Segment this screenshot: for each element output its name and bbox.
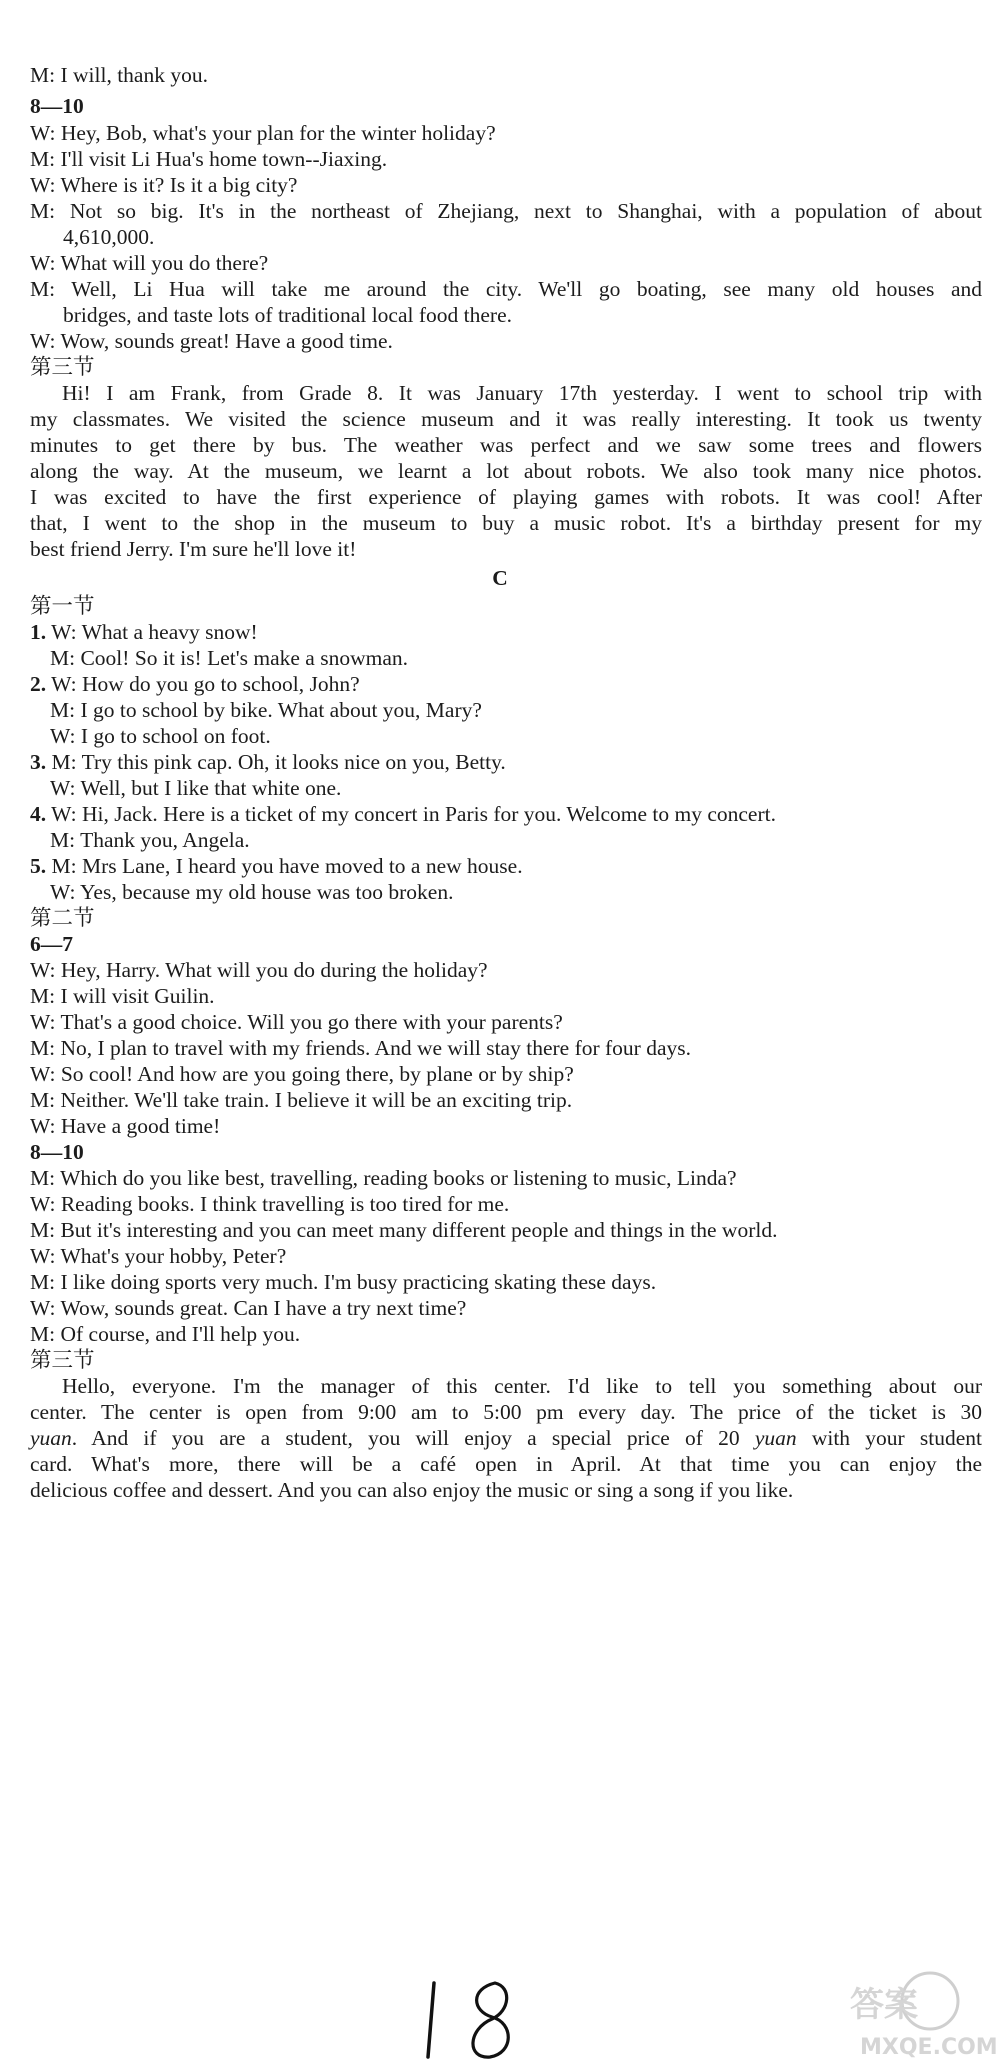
watermark-logo	[700, 1956, 1000, 2066]
section-heading: 6—7	[30, 932, 73, 956]
item-number: 1.	[30, 620, 47, 644]
dialogue-line: W: Wow, sounds great. Can I have a try next time?	[30, 1296, 467, 1320]
dialogue-line: M: I like doing sports very much. I'm busy practicing skating these days.	[30, 1270, 657, 1294]
dialogue-line: W: Hey, Bob, what's your plan for the winter holiday?	[30, 121, 496, 145]
dialogue-line: M: But it's interesting and you can meet many different people and things in the world.	[30, 1218, 778, 1242]
dialogue-line: M: I go to school by bike. What about you, Mary?	[50, 698, 482, 722]
dialogue-text: W: What a heavy snow!	[51, 620, 258, 644]
dialogue-text: W: How do you go to school, John?	[51, 672, 360, 696]
dialogue-line: W: So cool! And how are you going there, by plane or by ship?	[30, 1062, 574, 1086]
section-label: 第三节	[30, 1348, 95, 1372]
dialogue-line: W: Reading books. I think travelling is too tired for me.	[30, 1192, 510, 1216]
currency-word: yuan	[30, 1426, 72, 1450]
dialogue-line: W: Well, but I like that white one.	[50, 776, 342, 800]
dialogue-line: M: No, I plan to travel with my friends. And we will stay there for four days.	[30, 1036, 691, 1060]
dialogue-line: bridges, and taste lots of traditional local food there.	[63, 303, 512, 327]
dialogue-line: M: Thank you, Angela.	[50, 828, 250, 852]
passage-line: center. The center is open from 9:00 am to 5:00 pm every day. The price of the ticket is 30	[30, 1400, 982, 1424]
passage-line: Hi! I am Frank, from Grade 8. It was January 17th yesterday. I went to school trip with	[62, 381, 982, 405]
dialogue-line: M: I will visit Guilin.	[30, 984, 215, 1008]
dialogue-line: M: I'll visit Li Hua's home town--Jiaxing.	[30, 147, 388, 171]
dialogue-line: W: Yes, because my old house was too broken.	[50, 880, 454, 904]
part-title: C	[492, 566, 508, 590]
dialogue-line: M: Cool! So it is! Let's make a snowman.	[50, 646, 408, 670]
item-number: 5.	[30, 854, 47, 878]
dialogue-line: W: That's a good choice. Will you go there with your parents?	[30, 1010, 563, 1034]
dialogue-line: M: Of course, and I'll help you.	[30, 1322, 301, 1346]
item-number: 2.	[30, 672, 47, 696]
passage-line: card. What's more, there will be a café open in April. At that time you can enjoy the	[30, 1452, 982, 1476]
passage-line: delicious coffee and dessert. And you can also enjoy the music or sing a song if you like.	[30, 1478, 794, 1502]
passage-line: I was excited to have the first experience of playing games with robots. It was cool! After	[30, 485, 982, 509]
dialogue-line: M: Neither. We'll take train. I believe it will be an exciting trip.	[30, 1088, 573, 1112]
dialogue-line: M: I will, thank you.	[30, 63, 208, 87]
dialogue-line: W: Wow, sounds great! Have a good time.	[30, 329, 393, 353]
dialogue-line: W: What's your hobby, Peter?	[30, 1244, 287, 1268]
passage-line: that, I went to the shop in the museum to buy a music robot. It's a birthday present for my	[30, 511, 982, 535]
item-number: 4.	[30, 802, 47, 826]
dialogue-line: W: Have a good time!	[30, 1114, 221, 1138]
section-label: 第二节	[30, 906, 95, 930]
dialogue-line: W: Hey, Harry. What will you do during the holiday?	[30, 958, 488, 982]
dialogue-line: W: Where is it? Is it a big city?	[30, 173, 298, 197]
section-label: 第一节	[30, 594, 95, 618]
passage-line: best friend Jerry. I'm sure he'll love it!	[30, 537, 357, 561]
dialogue-text: W: Hi, Jack. Here is a ticket of my concert in Paris for you. Welcome to my concert.	[51, 802, 776, 826]
dialogue-line: M: Which do you like best, travelling, reading books or listening to music, Linda?	[30, 1166, 737, 1190]
currency-word: yuan	[754, 1426, 797, 1450]
dialogue-line: W: What will you do there?	[30, 251, 269, 275]
dialogue-line: W: I go to school on foot.	[50, 724, 271, 748]
dialogue-line: 4,610,000.	[63, 225, 155, 249]
passage-line: Hello, everyone. I'm the manager of this center. I'd like to tell you something about our	[62, 1374, 982, 1398]
item-number: 3.	[30, 750, 47, 774]
dialogue-line: M: Well, Li Hua will take me around the city. We'll go boating, see many old houses and	[30, 277, 982, 301]
section-heading: 8—10	[30, 1140, 84, 1164]
passage-line: my classmates. We visited the science museum and it was really interesting. It took us twenty	[30, 407, 982, 431]
handwritten-page-number	[400, 1975, 600, 2065]
passage-text: . And if you are a student, you will enjoy a special price of 20	[71, 1426, 755, 1450]
section-heading: 8—10	[30, 94, 84, 118]
dialogue-line: M: Not so big. It's in the northeast of Zhejiang, next to Shanghai, with a population of about	[30, 199, 982, 223]
passage-text: with your student	[796, 1426, 982, 1450]
svg-text:答案: 答案	[850, 1985, 918, 2025]
section-label: 第三节	[30, 355, 95, 379]
dialogue-text: M: Mrs Lane, I heard you have moved to a new house.	[51, 854, 523, 878]
svg-text:MXQE.COM: MXQE.COM	[860, 2035, 998, 2060]
dialogue-text: M: Try this pink cap. Oh, it looks nice on you, Betty.	[51, 750, 506, 774]
passage-line: minutes to get there by bus. The weather was perfect and we saw some trees and flowers	[30, 433, 982, 457]
passage-line: along the way. At the museum, we learnt a lot about robots. We also took many nice photos.	[30, 459, 982, 483]
